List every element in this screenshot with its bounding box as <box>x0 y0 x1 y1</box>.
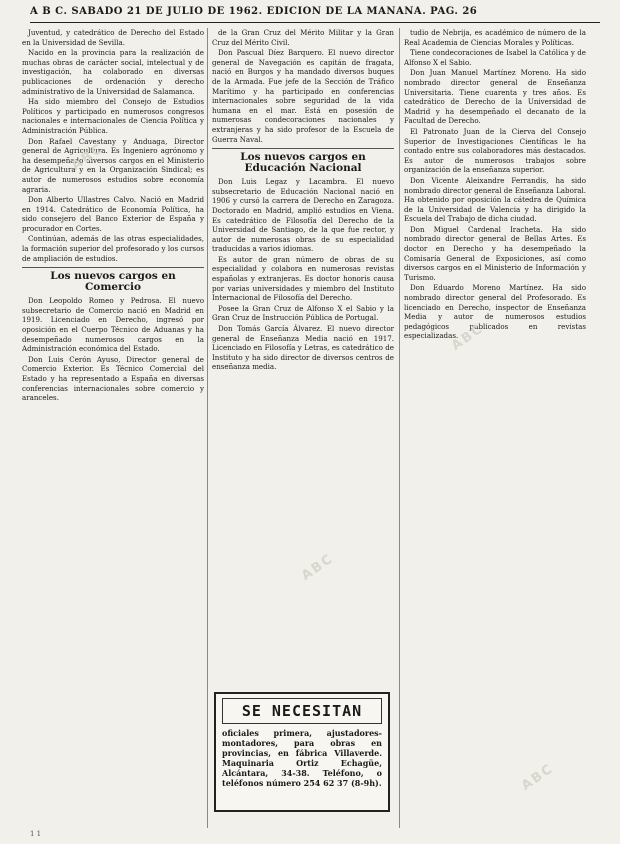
article-paragraph: Don Luis Legaz y Lacambra. El nuevo subsecretario de Educación Nacional nació en 1906 y cursó la carrera de Derecho en Zaragoza. Doctorado en Madrid, amplió estudios en Viena. Es catedrático de Filosofía del Derecho de la Universidad de Santiago, de la que fue rector, y autor de numerosas obras de su especialidad traducidas a varios idiomas. <box>212 177 394 254</box>
article-paragraph: Es autor de gran número de obras de su especialidad y colabora en numerosas revistas españolas y extranjeras. Es doctor honoris causa por varias universidades y miembro del Instituto Internacional de Filosofía del Derecho. <box>212 254 394 303</box>
ad-body: oficiales primera, ajustadores-montadores, para obras en provincias, en fábrica Villaverde. Maquinaria Ortiz Echagüe, Alcántara, 34-38. Teléfono, o teléfonos número 254 62 37 (8-9h). <box>222 728 382 788</box>
ad-title: SE NECESITAN <box>222 698 382 724</box>
column-3 <box>404 28 586 828</box>
article-paragraph: Don Eduardo Moreno Martínez. Ha sido nombrado director general del Profesorado. Es licenciado en Derecho, inspector de Enseñanza Media y autor de numerosos estudios pedagógicos publicados en revistas especializadas. <box>404 283 586 341</box>
article-paragraph: Don Luis Cerón Ayuso, Director general de Comercio Exterior. Es Técnico Comercial del Estado y ha representado a España en diversas conferencias internacionales sobre comercio y aranceles. <box>22 354 204 403</box>
article-paragraph: Don Vicente Aleixandre Ferrandis, ha sido nombrado director general de Enseñanza Laboral. Ha obtenido por oposición la cátedra de Química de la Universidad de Valencia y ha dirigido la Escuela del Trabajo de dicha ciudad. <box>404 175 586 224</box>
watermark: ABC <box>518 761 557 794</box>
article-paragraph: tudio de Nebrija, es académico de número de la Real Academia de Ciencias Morales y Políticas. <box>404 28 586 47</box>
article-paragraph: El Patronato Juan de la Cierva del Consejo Superior de Investigaciones Científicas le ha contado entre sus colaboradores más destacados. Es autor de numerosos trabajos sobre organización de la enseñanza superior. <box>404 126 586 175</box>
watermark: ABC <box>68 141 107 174</box>
article-paragraph: Don Juan Manuel Martínez Moreno. Ha sido nombrado director general de Enseñanza Universitaria. Tiene cuarenta y tres años. Es catedrático de Derecho de la Universidad de Madrid y ha desempeñado el decanato de la Facultad de Derecho. <box>404 68 586 126</box>
column-rule <box>207 28 208 828</box>
article-paragraph: Tiene condecoraciones de Isabel la Católica y de Alfonso X el Sabio. <box>404 48 586 67</box>
column-rule <box>399 28 400 828</box>
article-paragraph: Continúan, además de las otras especialidades, la formación superior del profesorado y los cursos de ampliación de estudios. <box>22 234 204 263</box>
article-paragraph: Don Rafael Cavestany y Anduaga, Director general de Agricultura. Es Ingeniero agrónomo y ha desempeñado diversos cargos en el Ministerio de Agricultura y en la Organización Sindical; es autor de numerosos estudios sobre economía agraria. <box>22 136 204 194</box>
article-paragraph: Don Alberto Ullastres Calvo. Nació en Madrid en 1914. Catedrático de Economía Política, ha sido consejero del Banco Exterior de España y procurador en Cortes. <box>22 195 204 233</box>
watermark: ABC <box>298 551 337 584</box>
page-header: A B C. SABADO 21 DE JULIO DE 1962. EDICION DE LA MAÑANA. PAG. 26 <box>30 6 600 23</box>
section-heading: Los nuevos cargos en Comercio <box>22 267 204 293</box>
article-paragraph: Ha sido miembro del Consejo de Estudios Políticos y participado en numerosos congresos nacionales e internacionales de Ciencia Política y Administración Pública. <box>22 97 204 135</box>
section-heading: Los nuevos cargos en Educación Nacional <box>212 148 394 174</box>
article-paragraph: Don Tomás García Álvarez. El nuevo director general de Enseñanza Media nació en 1917. Licenciado en Filosofía y Letras, es catedrático de Instituto y ha sido director de diversos centros de enseñanza media. <box>212 324 394 372</box>
column-1 <box>22 28 204 828</box>
article-paragraph: Don Pascual Díez Barquero. El nuevo director general de Navegación es capitán de fragata, nació en Burgos y ha mandado diversos buques de la Armada. Fue jefe de la Sección de Tráfico Marítimo y ha participado en conferencias internacionales sobre seguridad de la vida humana en el mar. Está en posesión de numerosas condecoraciones nacionales y extranjeras y ha sido profesor de la Escuela de Guerra Naval. <box>212 48 394 144</box>
article-paragraph: Don Leopoldo Romeo y Pedrosa. El nuevo subsecretario de Comercio nació en Madrid en 1919. Licenciado en Derecho, ingresó por oposición en el Cuerpo Técnico de Aduanas y ha desempeñado numerosos cargos en la Administración económica del Estado. <box>22 296 204 354</box>
article-paragraph: de la Gran Cruz del Mérito Militar y la Gran Cruz del Mérito Civil. <box>212 28 394 47</box>
article-paragraph: Juventud, y catedrático de Derecho del Estado en la Universidad de Sevilla. <box>22 28 204 47</box>
page-footer: 1 1 <box>30 830 42 838</box>
article-paragraph: Posee la Gran Cruz de Alfonso X el Sabio y la Gran Cruz de Instrucción Pública de Portugal. <box>212 303 394 323</box>
article-paragraph: Nacido en la provincia para la realización de muchas obras de carácter social, intelectual y de investigación, ha colaborado en diversas publicaciones de ordenación y derecho administrativo de la Universidad de Salamanca. <box>22 48 204 96</box>
classified-ad <box>214 692 390 812</box>
article-paragraph: Don Miguel Cardenal Iracheta. Ha sido nombrado director general de Bellas Artes. Es doctor en Derecho y ha desempeñado la Comisaría General de Exposiciones, así como diversos cargos en el Ministerio de Información y Turismo. <box>404 224 586 282</box>
watermark: ABC <box>448 321 487 354</box>
